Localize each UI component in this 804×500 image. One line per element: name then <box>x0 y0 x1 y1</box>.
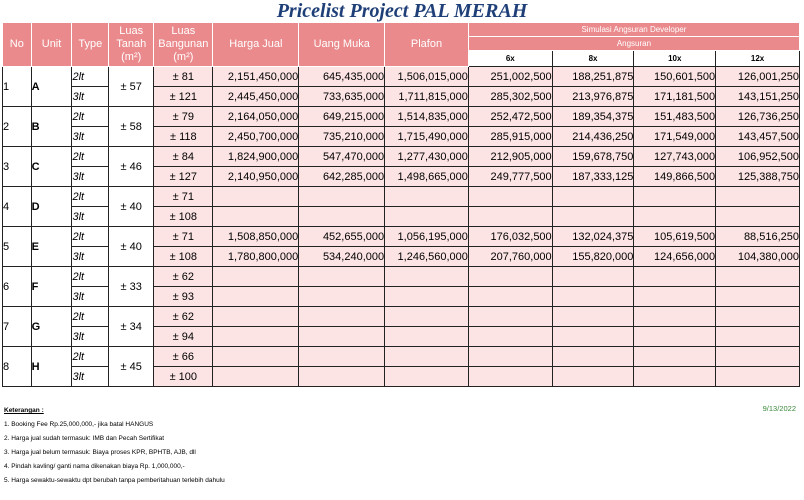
luas-bangunan-cell: ± 108 <box>154 207 213 227</box>
plafon-cell: 1,056,195,000 <box>385 227 469 247</box>
plafon-cell: 1,514,835,000 <box>385 107 469 127</box>
plafon-cell <box>385 307 469 327</box>
angsuran-6x-cell: 285,302,500 <box>468 87 552 107</box>
luas-bangunan-cell: ± 66 <box>154 347 213 367</box>
type-cell: 3lt <box>72 167 109 187</box>
angsuran-8x-cell: 155,820,000 <box>552 247 634 267</box>
type-cell: 3lt <box>72 367 109 387</box>
angsuran-10x-cell: 171,181,500 <box>634 87 716 107</box>
angsuran-8x-cell <box>552 307 634 327</box>
angsuran-6x-cell: 212,905,000 <box>468 147 552 167</box>
luas-bangunan-cell: ± 62 <box>154 307 213 327</box>
angsuran-6x-cell: 176,032,500 <box>468 227 552 247</box>
unit-no-cell: 2 <box>3 107 32 147</box>
angsuran-8x-cell: 189,354,375 <box>552 107 634 127</box>
uang-muka-cell: 649,215,000 <box>299 107 385 127</box>
angsuran-12x-cell <box>716 207 800 227</box>
angsuran-8x-cell: 213,976,875 <box>552 87 634 107</box>
uang-muka-cell: 645,435,000 <box>299 67 385 87</box>
type-cell: 3lt <box>72 127 109 147</box>
angsuran-12x-cell: 88,516,250 <box>716 227 800 247</box>
table-row <box>3 107 800 127</box>
type-cell: 2lt <box>72 347 109 367</box>
angsuran-8x-cell <box>552 367 634 387</box>
luas-bangunan-cell: ± 121 <box>154 87 213 107</box>
unit-no-cell: 7 <box>3 307 32 347</box>
harga-jual-cell <box>213 267 299 287</box>
unit-name-cell: D <box>31 187 72 227</box>
luas-tanah-cell: ± 33 <box>109 267 154 307</box>
luas-tanah-cell: ± 57 <box>109 67 154 107</box>
luas-tanah-cell: ± 40 <box>109 187 154 227</box>
type-cell: 3lt <box>72 327 109 347</box>
header-unit: Unit <box>31 23 72 67</box>
harga-jual-cell: 2,151,450,000 <box>213 67 299 87</box>
pricelist-table <box>2 22 800 387</box>
uang-muka-cell <box>299 347 385 367</box>
harga-jual-cell: 1,508,850,000 <box>213 227 299 247</box>
angsuran-10x-cell: 149,866,500 <box>634 167 716 187</box>
angsuran-12x-cell <box>716 367 800 387</box>
angsuran-12x-cell: 125,388,750 <box>716 167 800 187</box>
plafon-cell: 1,715,490,000 <box>385 127 469 147</box>
angsuran-10x-cell <box>634 327 716 347</box>
angsuran-10x-cell <box>634 267 716 287</box>
plafon-cell: 1,246,560,000 <box>385 247 469 267</box>
angsuran-12x-cell: 143,457,500 <box>716 127 800 147</box>
angsuran-8x-cell: 187,333,125 <box>552 167 634 187</box>
angsuran-6x-cell <box>468 287 552 307</box>
harga-jual-cell <box>213 287 299 307</box>
header-tenor-6x: 6x <box>468 51 552 67</box>
angsuran-12x-cell <box>716 307 800 327</box>
angsuran-10x-cell <box>634 187 716 207</box>
table-row <box>3 307 800 327</box>
harga-jual-cell <box>213 347 299 367</box>
unit-no-cell: 4 <box>3 187 32 227</box>
angsuran-12x-cell <box>716 267 800 287</box>
harga-jual-cell: 2,164,050,000 <box>213 107 299 127</box>
harga-jual-cell <box>213 327 299 347</box>
unit-no-cell: 3 <box>3 147 32 187</box>
angsuran-10x-cell <box>634 307 716 327</box>
uang-muka-cell <box>299 207 385 227</box>
plafon-cell <box>385 187 469 207</box>
angsuran-10x-cell: 151,483,500 <box>634 107 716 127</box>
angsuran-6x-cell: 285,915,000 <box>468 127 552 147</box>
angsuran-12x-cell <box>716 347 800 367</box>
angsuran-10x-cell: 150,601,500 <box>634 67 716 87</box>
angsuran-10x-cell <box>634 287 716 307</box>
luas-bangunan-cell: ± 71 <box>154 227 213 247</box>
harga-jual-cell <box>213 367 299 387</box>
plafon-cell: 1,506,015,000 <box>385 67 469 87</box>
uang-muka-cell <box>299 327 385 347</box>
type-cell: 3lt <box>72 247 109 267</box>
notes <box>4 404 800 488</box>
type-cell: 2lt <box>72 187 109 207</box>
header-luas-bangunan: Luas Bangunan (m²) <box>154 23 213 67</box>
angsuran-10x-cell: 171,549,000 <box>634 127 716 147</box>
uang-muka-cell: 733,635,000 <box>299 87 385 107</box>
note-item: 4. Pindah kavling/ ganti nama dikenakan biaya Rp. 1,000,000,- <box>4 463 185 470</box>
harga-jual-cell: 2,140,950,000 <box>213 167 299 187</box>
angsuran-10x-cell <box>634 347 716 367</box>
angsuran-10x-cell <box>634 367 716 387</box>
plafon-cell: 1,498,665,000 <box>385 167 469 187</box>
unit-name-cell: E <box>31 227 72 267</box>
angsuran-12x-cell: 126,736,250 <box>716 107 800 127</box>
angsuran-8x-cell <box>552 347 634 367</box>
luas-bangunan-cell: ± 94 <box>154 327 213 347</box>
angsuran-12x-cell: 143,151,250 <box>716 87 800 107</box>
plafon-cell: 1,711,815,000 <box>385 87 469 107</box>
header-harga-jual: Harga Jual <box>213 23 299 67</box>
type-cell: 2lt <box>72 227 109 247</box>
header-angsuran: Angsuran <box>468 37 799 51</box>
header-simulasi: Simulasi Angsuran Developer <box>468 23 799 37</box>
notes-heading: Keterangan : <box>4 407 44 414</box>
table-row <box>3 347 800 367</box>
angsuran-6x-cell: 252,472,500 <box>468 107 552 127</box>
angsuran-10x-cell: 105,619,500 <box>634 227 716 247</box>
plafon-cell <box>385 347 469 367</box>
uang-muka-cell: 547,470,000 <box>299 147 385 167</box>
angsuran-10x-cell: 124,656,000 <box>634 247 716 267</box>
type-cell: 3lt <box>72 87 109 107</box>
angsuran-10x-cell <box>634 207 716 227</box>
table-row <box>3 147 800 167</box>
type-cell: 3lt <box>72 207 109 227</box>
luas-tanah-cell: ± 58 <box>109 107 154 147</box>
unit-no-cell: 5 <box>3 227 32 267</box>
plafon-cell: 1,277,430,000 <box>385 147 469 167</box>
harga-jual-cell: 2,445,450,000 <box>213 87 299 107</box>
uang-muka-cell <box>299 267 385 287</box>
angsuran-12x-cell <box>716 187 800 207</box>
harga-jual-cell <box>213 207 299 227</box>
harga-jual-cell <box>213 187 299 207</box>
uang-muka-cell: 534,240,000 <box>299 247 385 267</box>
plafon-cell <box>385 327 469 347</box>
harga-jual-cell: 1,780,800,000 <box>213 247 299 267</box>
note-item: 2. Harga jual sudah termasuk: IMB dan Pecah Sertifikat <box>4 435 165 442</box>
angsuran-8x-cell <box>552 287 634 307</box>
unit-no-cell: 8 <box>3 347 32 387</box>
angsuran-6x-cell <box>468 347 552 367</box>
note-item: 5. Harga sewaktu-sewaktu dpt berubah tanpa pemberitahuan terlebih dahulu <box>4 477 225 484</box>
angsuran-6x-cell <box>468 367 552 387</box>
unit-name-cell: F <box>31 267 72 307</box>
note-item: 3. Harga jual belum termasuk: Biaya proses KPR, BPHTB, AJB, dll <box>4 449 196 456</box>
header-uang-muka: Uang Muka <box>299 23 385 67</box>
angsuran-8x-cell: 188,251,875 <box>552 67 634 87</box>
luas-bangunan-cell: ± 84 <box>154 147 213 167</box>
angsuran-6x-cell: 251,002,500 <box>468 67 552 87</box>
note-item: 1. Booking Fee Rp.25,000,000,- jika batal HANGUS <box>4 421 154 428</box>
luas-tanah-cell: ± 46 <box>109 147 154 187</box>
angsuran-6x-cell <box>468 307 552 327</box>
unit-name-cell: C <box>31 147 72 187</box>
angsuran-6x-cell <box>468 267 552 287</box>
header-tenor-10x: 10x <box>634 51 716 67</box>
angsuran-6x-cell <box>468 207 552 227</box>
luas-bangunan-cell: ± 127 <box>154 167 213 187</box>
angsuran-12x-cell <box>716 327 800 347</box>
angsuran-8x-cell: 132,024,375 <box>552 227 634 247</box>
header-luas-tanah: Luas Tanah (m²) <box>109 23 154 67</box>
angsuran-8x-cell: 214,436,250 <box>552 127 634 147</box>
luas-bangunan-cell: ± 100 <box>154 367 213 387</box>
type-cell: 2lt <box>72 307 109 327</box>
angsuran-10x-cell: 127,743,000 <box>634 147 716 167</box>
angsuran-6x-cell: 207,760,000 <box>468 247 552 267</box>
uang-muka-cell <box>299 307 385 327</box>
luas-bangunan-cell: ± 108 <box>154 247 213 267</box>
harga-jual-cell: 2,450,700,000 <box>213 127 299 147</box>
angsuran-8x-cell <box>552 187 634 207</box>
luas-tanah-cell: ± 40 <box>109 227 154 267</box>
plafon-cell <box>385 287 469 307</box>
luas-bangunan-cell: ± 62 <box>154 267 213 287</box>
type-cell: 2lt <box>72 107 109 127</box>
uang-muka-cell: 452,655,000 <box>299 227 385 247</box>
unit-name-cell: B <box>31 107 72 147</box>
header-tenor-12x: 12x <box>716 51 800 67</box>
unit-no-cell: 6 <box>3 267 32 307</box>
type-cell: 2lt <box>72 267 109 287</box>
luas-bangunan-cell: ± 118 <box>154 127 213 147</box>
plafon-cell <box>385 207 469 227</box>
luas-bangunan-cell: ± 71 <box>154 187 213 207</box>
uang-muka-cell <box>299 187 385 207</box>
pricelist-body <box>3 67 800 387</box>
uang-muka-cell <box>299 367 385 387</box>
unit-name-cell: H <box>31 347 72 387</box>
table-row <box>3 267 800 287</box>
luas-tanah-cell: ± 34 <box>109 307 154 347</box>
angsuran-6x-cell: 249,777,500 <box>468 167 552 187</box>
uang-muka-cell <box>299 287 385 307</box>
angsuran-8x-cell: 159,678,750 <box>552 147 634 167</box>
table-row <box>3 227 800 247</box>
luas-bangunan-cell: ± 93 <box>154 287 213 307</box>
page-title: Pricelist Project PAL MERAH <box>276 0 528 22</box>
angsuran-8x-cell <box>552 207 634 227</box>
angsuran-12x-cell <box>716 287 800 307</box>
plafon-cell <box>385 267 469 287</box>
uang-muka-cell: 735,210,000 <box>299 127 385 147</box>
luas-bangunan-cell: ± 81 <box>154 67 213 87</box>
type-cell: 2lt <box>72 147 109 167</box>
uang-muka-cell: 642,285,000 <box>299 167 385 187</box>
header-type: Type <box>72 23 109 67</box>
angsuran-6x-cell <box>468 327 552 347</box>
angsuran-12x-cell: 104,380,000 <box>716 247 800 267</box>
type-cell: 3lt <box>72 287 109 307</box>
luas-bangunan-cell: ± 79 <box>154 107 213 127</box>
table-row <box>3 187 800 207</box>
header-plafon: Plafon <box>385 23 469 67</box>
unit-name-cell: G <box>31 307 72 347</box>
luas-tanah-cell: ± 45 <box>109 347 154 387</box>
angsuran-8x-cell <box>552 267 634 287</box>
harga-jual-cell <box>213 307 299 327</box>
table-row <box>3 67 800 87</box>
unit-no-cell: 1 <box>3 67 32 107</box>
angsuran-12x-cell: 106,952,500 <box>716 147 800 167</box>
angsuran-6x-cell <box>468 187 552 207</box>
header-no: No <box>3 23 32 67</box>
unit-name-cell: A <box>31 67 72 107</box>
header-tenor-8x: 8x <box>552 51 634 67</box>
type-cell: 2lt <box>72 67 109 87</box>
angsuran-12x-cell: 126,001,250 <box>716 67 800 87</box>
harga-jual-cell: 1,824,900,000 <box>213 147 299 167</box>
document-date: 9/13/2022 <box>762 404 796 413</box>
angsuran-8x-cell <box>552 327 634 347</box>
plafon-cell <box>385 367 469 387</box>
